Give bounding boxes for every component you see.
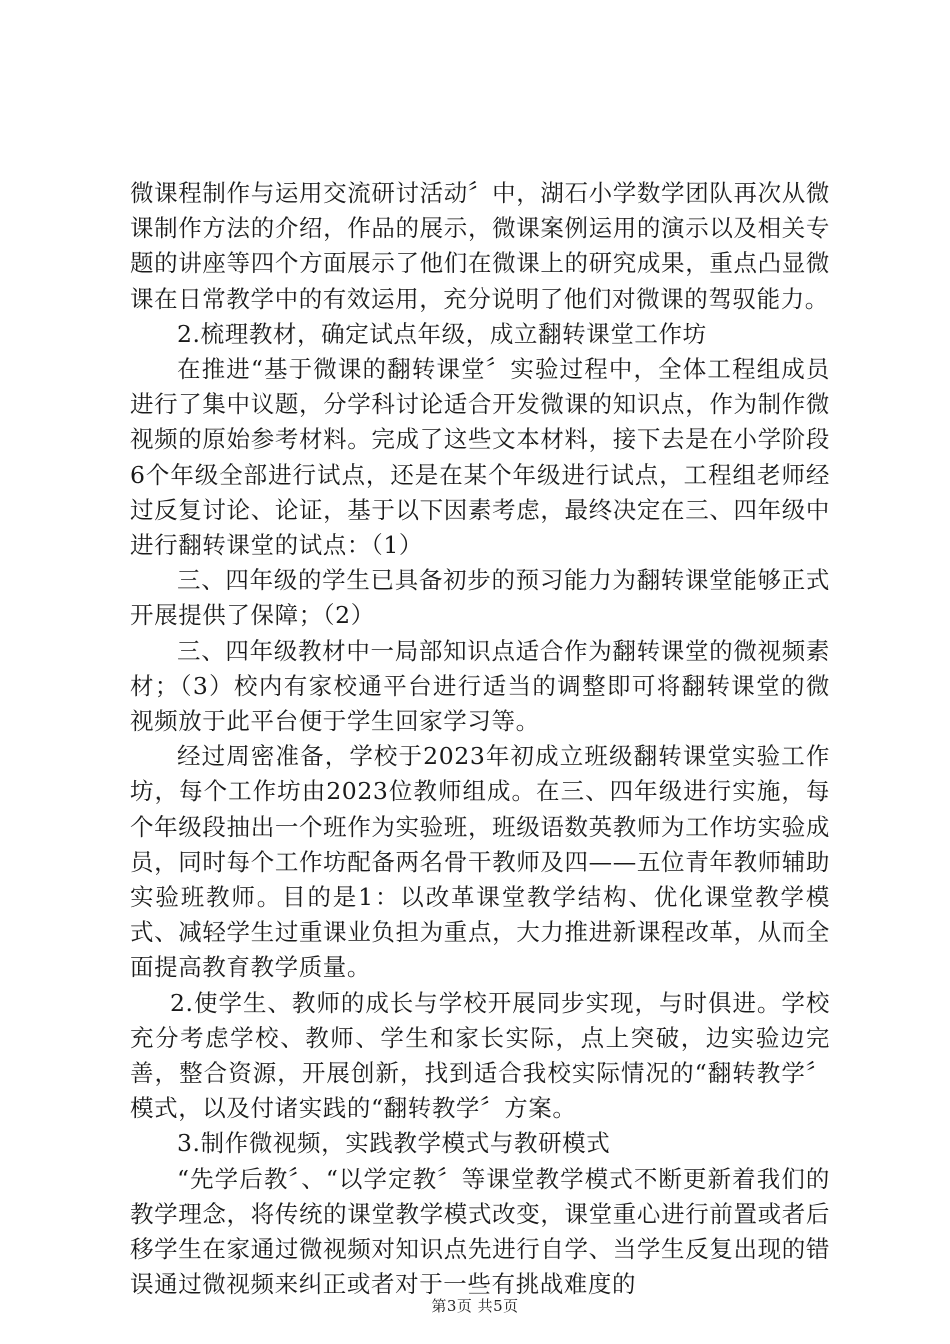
page-footer: 第3页 共5页	[431, 1297, 519, 1315]
document-body	[130, 176, 830, 1303]
paragraph-5: 三、四年级教材中一局部知识点适合作为翻转课堂的微视频素材；（3）校内有家校通平台进行适当的调整即可将翻转课堂的微视频放于此平台便于学生回家学习等。	[130, 636, 830, 736]
paragraph-6: 经过周密准备，学校于2023年初成立班级翻转课堂实验工作坊，每个工作坊由2023位教师组成。在三、四年级进行实施，每个年级段抽出一个班作为实验班，班级语数英教师为工作坊实验成员，同时每个工作坊配备两名骨干教师及四——五位青年教师辅助实验班教师。目的是1：以改革课堂教学结构、优化课堂教学模式、减轻学生过重课业负担为重点，大力推进新课程改革，从而全面提高教育教学质量。	[130, 742, 830, 982]
section-heading-3: 3.制作微视频，实践教学模式与教研模式	[177, 1129, 611, 1158]
paragraph-7: 2.使学生、教师的成长与学校开展同步实现，与时俱进。学校充分考虑学校、教师、学生和家长实际，点上突破，边实验边完善，整合资源，开展创新，找到适合我校实际情况的“翻转教学〞模式，以及付诸实践的“翻转教学〞方案。	[130, 988, 830, 1123]
section-heading-2: 2.梳理教材，确定试点年级，成立翻转课堂工作坊	[177, 319, 707, 348]
paragraph-1: 微课程制作与运用交流研讨活动〞中，湖石小学数学团队再次从微课制作方法的介绍，作品的展示，微课案例运用的演示以及相关专题的讲座等四个方面展示了他们在微课上的研究成果，重点凸显微课在日常教学中的有效运用，充分说明了他们对微课的驾驭能力。	[130, 179, 830, 313]
paragraph-4: 三、四年级的学生已具备初步的预习能力为翻转课堂能够正式开展提供了保障；（2）	[130, 566, 830, 630]
paragraph-9: “先学后教〞、“以学定教〞等课堂教学模式不断更新着我们的教学理念，将传统的课堂教学模式改变，课堂重心进行前置或者后移学生在家通过微视频对知识点先进行自学、当学生反复出现的错误通过微视频来纠正或者对于一些有挑战难度的	[130, 1164, 830, 1299]
paragraph-3: 在推进“基于微课的翻转课堂〞实验过程中，全体工程组成员进行了集中议题，分学科讨论适合开发微课的知识点，作为制作微视频的原始参考材料。完成了这些文本材料，接下去是在小学阶段6个年级全部进行试点，还是在某个年级进行试点，工程组老师经过反复讨论、论证，基于以下因素考虑，最终决定在三、四年级中进行翻转课堂的试点：（1）	[130, 355, 830, 560]
